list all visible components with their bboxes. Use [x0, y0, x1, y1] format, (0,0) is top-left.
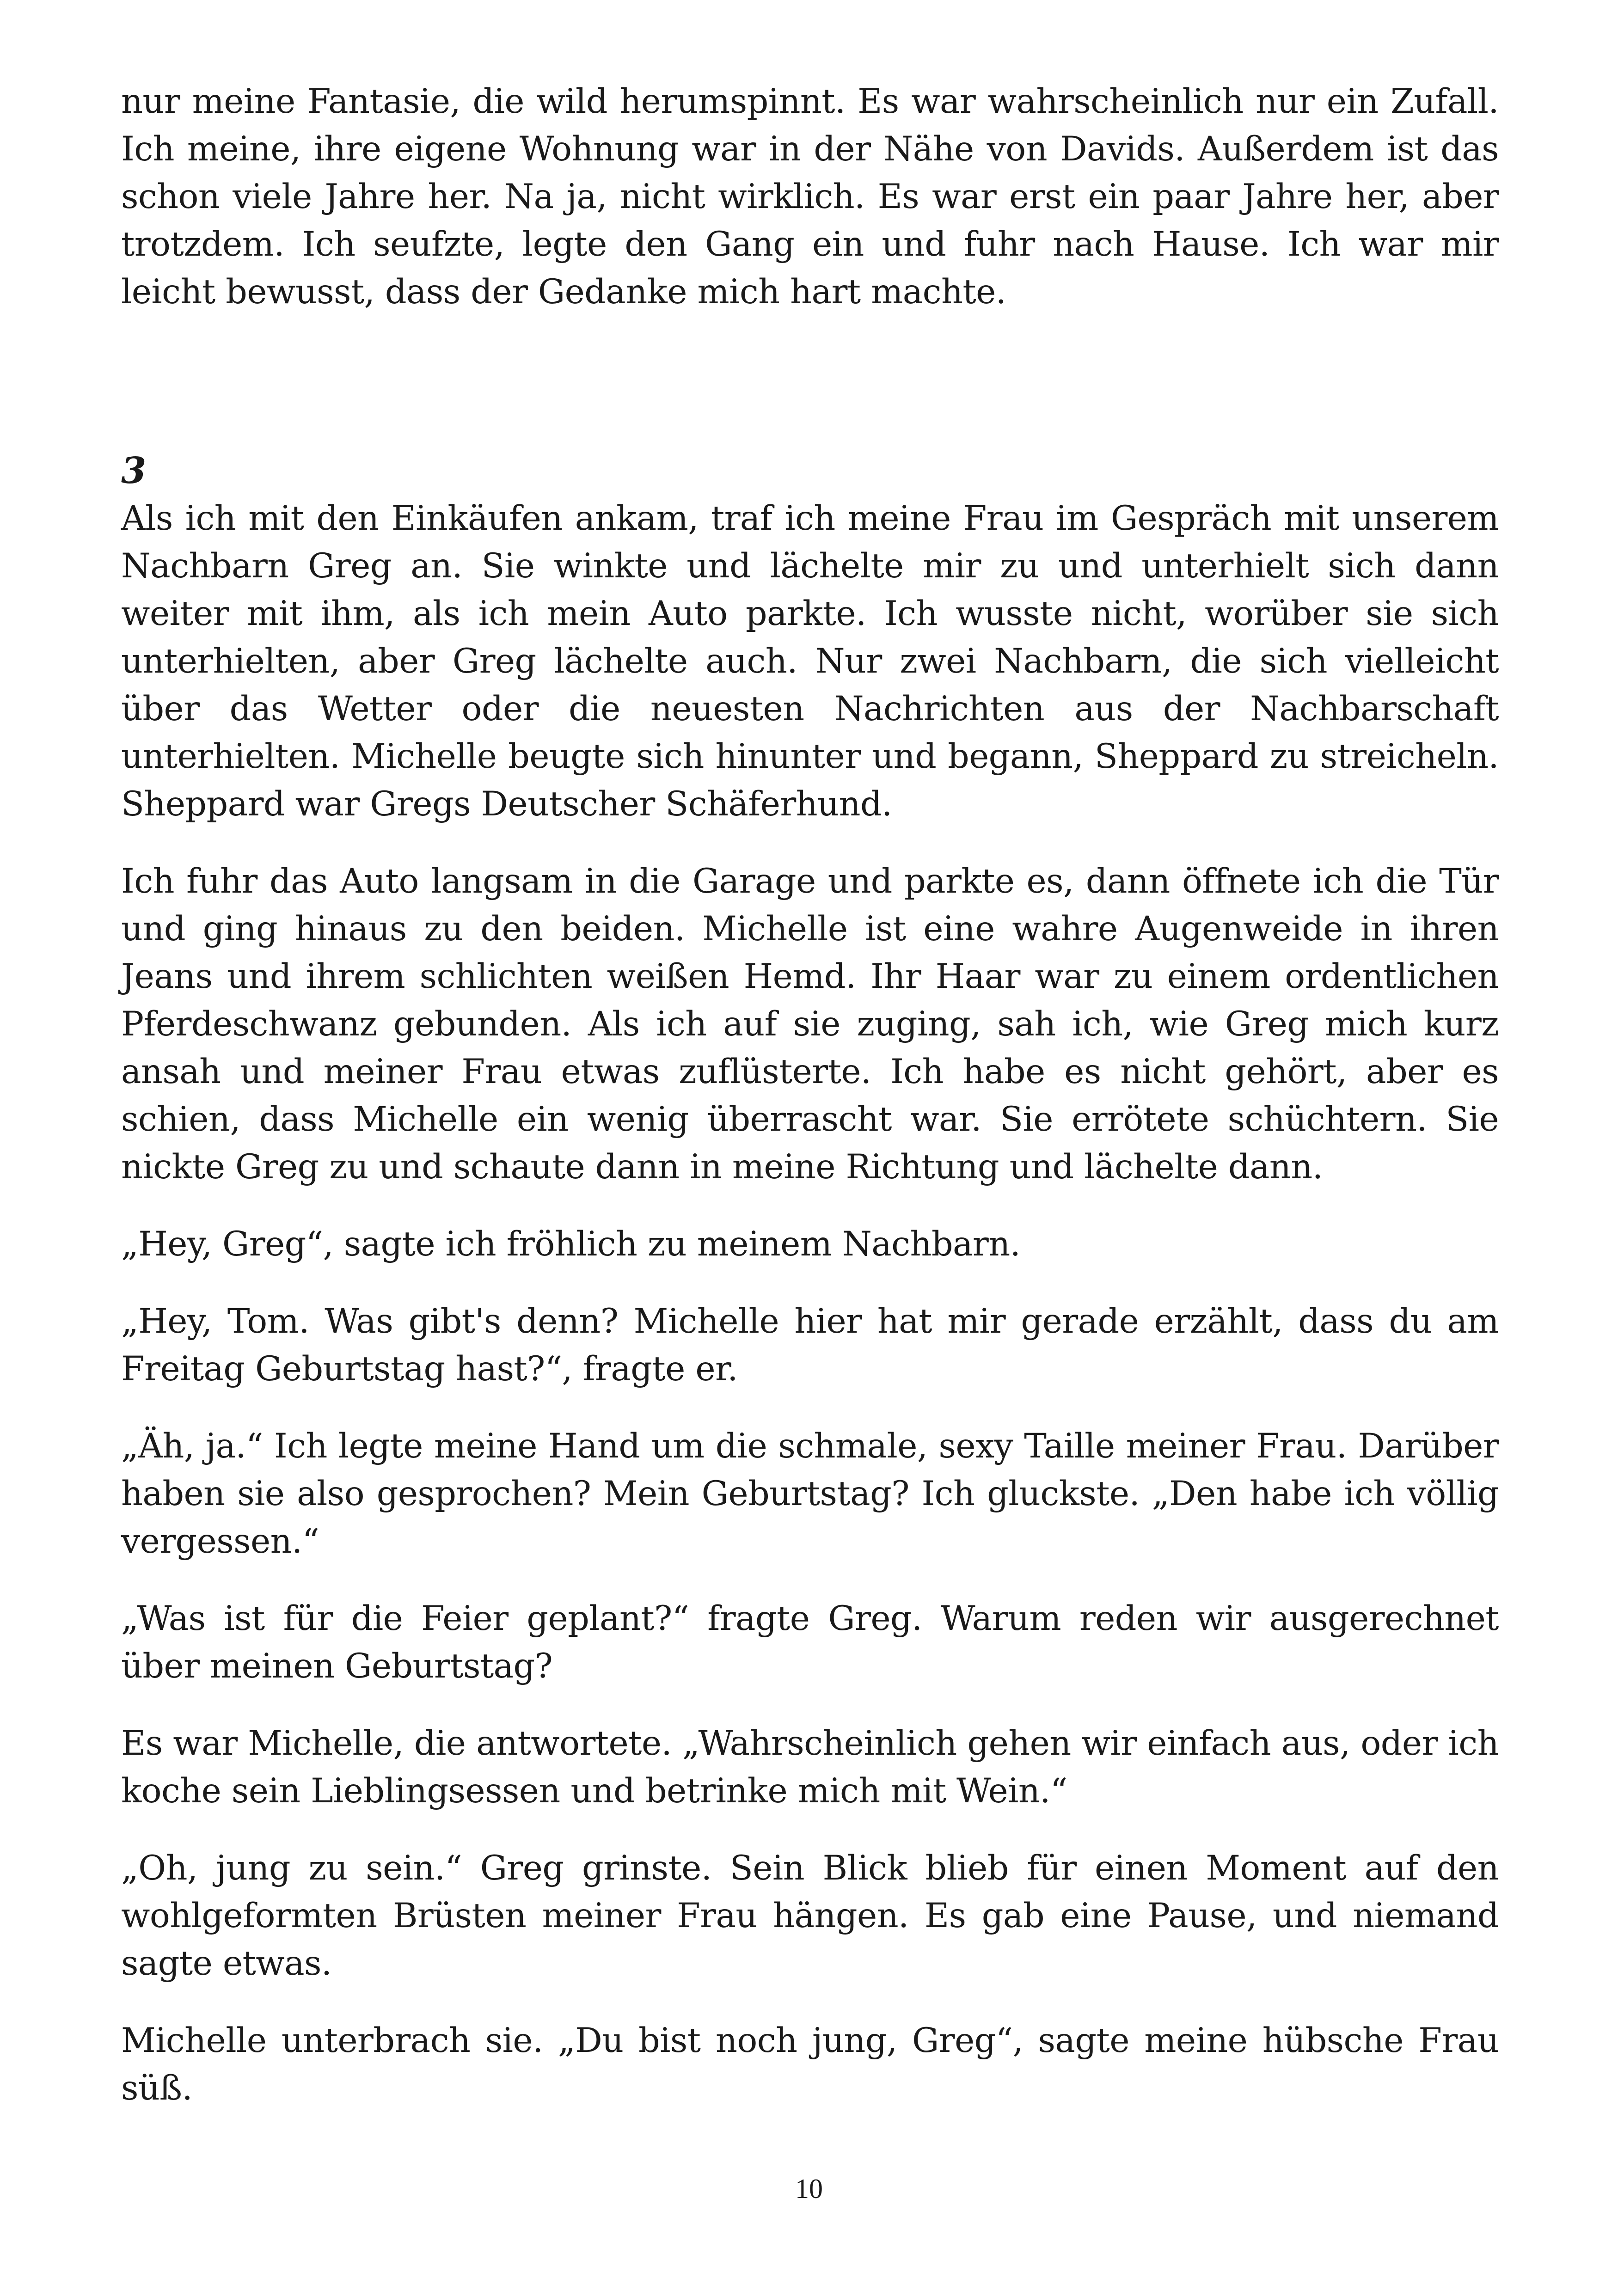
page-number: 10	[795, 2174, 823, 2204]
paragraph: „Äh, ja.“ Ich legte meine Hand um die schmale, sexy Taille meiner Frau. Darüber haben sie also gesprochen? Mein Geburtstag? Ich gluckste. „Den habe ich völlig vergessen.“	[121, 1427, 1499, 1561]
chapter-number: 3	[121, 450, 147, 492]
paragraph: Als ich mit den Einkäufen ankam, traf ich meine Frau im Gespräch mit unserem Nachbarn Greg an. Sie winkte und lächelte mir zu und unterhielt sich dann weiter mit ihm, als ich mein Auto parkte. Ich wusste nicht, worüber sie sich unterhielten, aber Greg lächelte auch. Nur zwei Nachbarn, die sich vielleicht über das Wetter oder die neuesten Nachrichten aus der Nachbarschaft unterhielten. Michelle beugte sich hinunter und begann, Sheppard zu streicheln. Sheppard war Gregs Deutscher Schäferhund.	[121, 499, 1499, 824]
paragraph: „Hey, Greg“, sagte ich fröhlich zu meinem Nachbarn.	[121, 1225, 1021, 1264]
paragraph: „Oh, jung zu sein.“ Greg grinste. Sein Blick blieb für einen Moment auf den wohlgeformten Brüsten meiner Frau hängen. Es gab eine Pause, und niemand sagte etwas.	[121, 1849, 1499, 1983]
paragraph: Michelle unterbrach sie. „Du bist noch jung, Greg“, sagte meine hübsche Frau süß.	[121, 2021, 1499, 2108]
paragraph: Es war Michelle, die antwortete. „Wahrscheinlich gehen wir einfach aus, oder ich koche sein Lieblingsessen und betrinke mich mit Wein.“	[121, 1724, 1499, 1811]
document-page	[121, 78, 1499, 2142]
paragraph: Ich fuhr das Auto langsam in die Garage und parkte es, dann öffnete ich die Tür und ging hinaus zu den beiden. Michelle ist eine wahre Augenweide in ihren Jeans und ihrem schlichten weißen Hemd. Ihr Haar war zu einem ordentlichen Pferdeschwanz gebunden. Als ich auf sie zuging, sah ich, wie Greg mich kurz ansah und meiner Frau etwas zuflüsterte. Ich habe es nicht gehört, aber es schien, dass Michelle ein wenig überrascht war. Sie errötete schüchtern. Sie nickte Greg zu und schaute dann in meine Richtung und lächelte dann.	[121, 862, 1499, 1187]
opening-paragraph: nur meine Fantasie, die wild herumspinnt. Es war wahrscheinlich nur ein Zufall. Ich meine, ihre eigene Wohnung war in der Nähe von Davids. Außerdem ist das schon viele Jahre her. Na ja, nicht wirklich. Es war erst ein paar Jahre her, aber trotzdem. Ich seufzte, legte den Gang ein und fuhr nach Hause. Ich war mir leicht bewusst, dass der Gedanke mich hart machte.	[121, 82, 1499, 312]
chapter-spacer	[121, 345, 1499, 447]
paragraph: „Was ist für die Feier geplant?“ fragte Greg. Warum reden wir ausgerechnet über meinen Geburtstag?	[121, 1599, 1499, 1686]
paragraph: „Hey, Tom. Was gibt's denn? Michelle hier hat mir gerade erzählt, dass du am Freitag Geburtstag hast?“, fragte er.	[121, 1302, 1499, 1389]
